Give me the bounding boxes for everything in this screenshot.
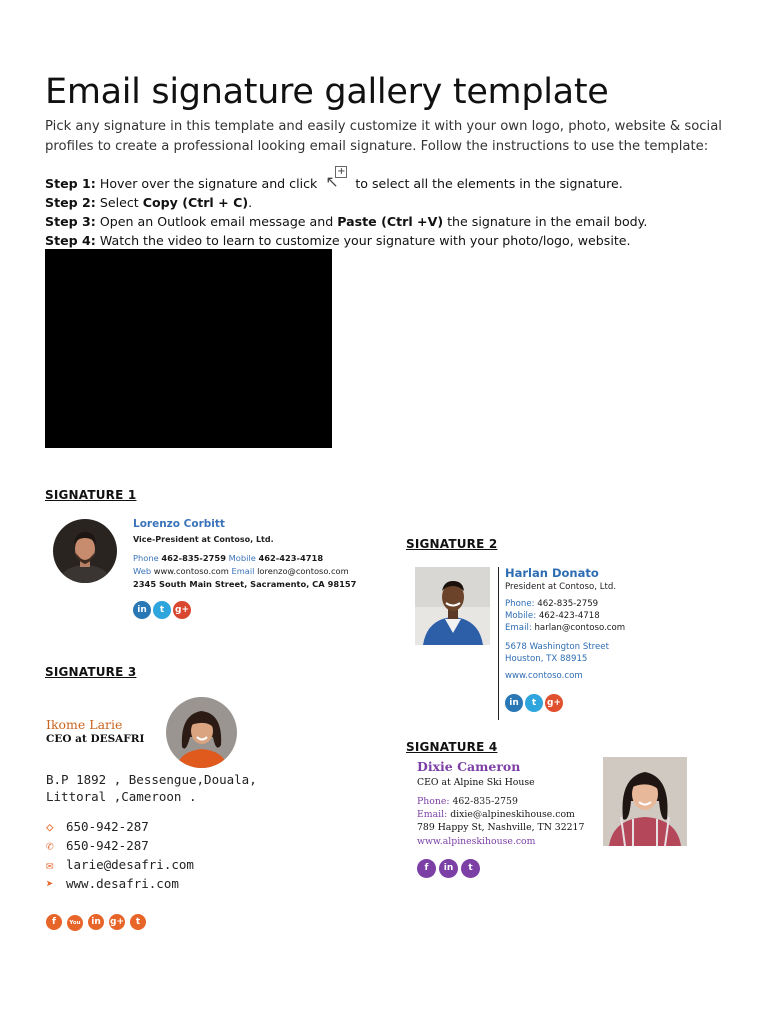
sig4-social-icons	[417, 855, 482, 878]
sig4-role: CEO at Alpine Ski House	[417, 777, 535, 788]
man-portrait-icon	[415, 567, 490, 645]
linkedin-icon[interactable]: in	[88, 914, 104, 930]
sig2-email-line: Email: harlan@contoso.com	[505, 623, 626, 633]
facebook-icon[interactable]: f	[46, 914, 62, 930]
sig1-photo	[53, 519, 117, 583]
intro-paragraph	[45, 117, 745, 157]
step-4-label: Step 4:	[45, 233, 96, 248]
sig4-email-line: Email: dixie@alpineskihouse.com	[417, 809, 575, 820]
step-1	[45, 166, 647, 193]
woman-portrait-icon	[603, 757, 687, 846]
linkedin-icon[interactable]: in	[133, 601, 151, 619]
signature-1-heading: SIGNATURE 1	[45, 488, 137, 502]
sig1-email-link[interactable]: lorenzo@contoso.com	[257, 566, 349, 576]
sig2-city: Houston, TX 88915	[505, 654, 588, 664]
sig1-address: 2345 South Main Street, Sacramento, CA 98157	[133, 579, 357, 589]
sig2-web-link[interactable]: www.contoso.com	[505, 671, 583, 681]
google-plus-icon[interactable]: g+	[109, 914, 125, 930]
sig3-photo	[166, 697, 237, 768]
sig2-street: 5678 Washington Street	[505, 642, 609, 652]
sig1-phone-line: Phone 462-835-2759 Mobile 462-423-4718	[133, 553, 324, 563]
sig3-address-line-2: Littoral ,Cameroon .	[46, 789, 197, 804]
phone-tag-icon: ◇	[46, 819, 54, 834]
sig4-email-link[interactable]: dixie@alpineskihouse.com	[450, 809, 575, 820]
man-portrait-icon	[53, 519, 117, 583]
google-plus-icon[interactable]: g+	[545, 694, 563, 712]
intro-line-2: profiles to create a professional looking email signature. Follow the instructions to use the template:	[45, 139, 709, 154]
step-1-text: Hover over the signature and click	[95, 176, 322, 191]
sig2-divider	[498, 567, 499, 720]
sig2-photo	[415, 567, 490, 645]
youtube-icon[interactable]: You	[67, 915, 83, 931]
sig3-role: CEO at DESAFRI	[46, 733, 145, 745]
sig3-phone2-row: ✆ 650-942-287	[46, 838, 149, 853]
twitter-icon[interactable]: t	[525, 694, 543, 712]
sig4-name: Dixie Cameron	[417, 759, 521, 774]
sig3-web-link[interactable]: www.desafri.com	[66, 876, 179, 891]
signature-4-heading: SIGNATURE 4	[406, 740, 498, 754]
step-3: Step 3: Open an Outlook email message and Paste (Ctrl +V) the signature in the email body.	[45, 214, 648, 229]
sig3-social-icons	[46, 909, 148, 931]
sig2-mobile-line: Mobile: 462-423-4718	[505, 611, 600, 621]
sig4-address: 789 Happy St, Nashville, TN 32217	[417, 822, 585, 833]
step-4: Step 4: Watch the video to learn to customize your signature with your photo/logo, website.	[45, 233, 631, 248]
sig3-phone1-row: ◇ 650-942-287	[46, 819, 149, 834]
paste-shortcut: Paste (Ctrl +V)	[337, 214, 444, 229]
sig3-email-link[interactable]: larie@desafri.com	[66, 857, 194, 872]
sig3-address	[46, 771, 257, 805]
video-player[interactable]	[45, 249, 332, 448]
sig1-social-icons	[133, 597, 193, 619]
twitter-icon[interactable]: t	[130, 914, 146, 930]
intro-line-1: Pick any signature in this template and easily customize it with your own logo, photo, website & social	[45, 119, 722, 134]
twitter-icon[interactable]: t	[153, 601, 171, 619]
google-plus-icon[interactable]: g+	[173, 601, 191, 619]
sig4-photo	[603, 757, 687, 846]
signature-3-heading: SIGNATURE 3	[45, 665, 137, 679]
sig2-role: President at Contoso, Ltd.	[505, 582, 617, 592]
signature-2-heading: SIGNATURE 2	[406, 537, 498, 551]
step-1-label: Step 1:	[45, 176, 96, 191]
sig4-web-link[interactable]: www.alpineskihouse.com	[417, 836, 536, 847]
linkedin-icon[interactable]: in	[505, 694, 523, 712]
sig3-contact-list	[46, 817, 194, 893]
sig1-web-link[interactable]: www.contoso.com	[153, 566, 229, 576]
sig2-email-link[interactable]: harlan@contoso.com	[534, 623, 626, 633]
twitter-icon[interactable]: t	[461, 859, 480, 878]
cursor-icon: ➤	[46, 876, 54, 891]
step-2-label: Step 2:	[45, 195, 96, 210]
sig1-name: Lorenzo Corbitt	[133, 518, 225, 530]
sig4-phone-line: Phone: 462-835-2759	[417, 796, 518, 807]
envelope-icon: ✉	[46, 857, 54, 872]
linkedin-icon[interactable]: in	[439, 859, 458, 878]
facebook-icon[interactable]: f	[417, 859, 436, 878]
copy-shortcut: Copy (Ctrl + C)	[142, 195, 249, 210]
sig2-name: Harlan Donato	[505, 566, 599, 580]
sig1-role: Vice-President at Contoso, Ltd.	[133, 535, 274, 544]
sig3-web-row	[46, 874, 194, 893]
instruction-steps	[45, 166, 648, 250]
phone-icon: ✆	[46, 838, 54, 853]
sig3-name: Ikome Larie	[46, 717, 123, 732]
page-title: Email signature gallery template	[45, 72, 609, 112]
sig2-social-icons	[505, 690, 565, 712]
sig3-email-row	[46, 855, 194, 874]
sig2-phone-line: Phone: 462-835-2759	[505, 599, 599, 609]
table-move-handle-icon[interactable]: + ↖	[325, 166, 346, 191]
step-3-label: Step 3:	[45, 214, 96, 229]
woman-portrait-icon	[166, 697, 237, 768]
sig3-address-line-1: B.P 1892 , Bessengue,Douala,	[46, 772, 257, 787]
step-1-text-end: to select all the elements in the signature.	[351, 176, 623, 191]
sig1-web-line: Web www.contoso.com Email lorenzo@contoso.com	[133, 566, 349, 576]
step-2: Step 2: Select Copy (Ctrl + C).	[45, 195, 253, 210]
